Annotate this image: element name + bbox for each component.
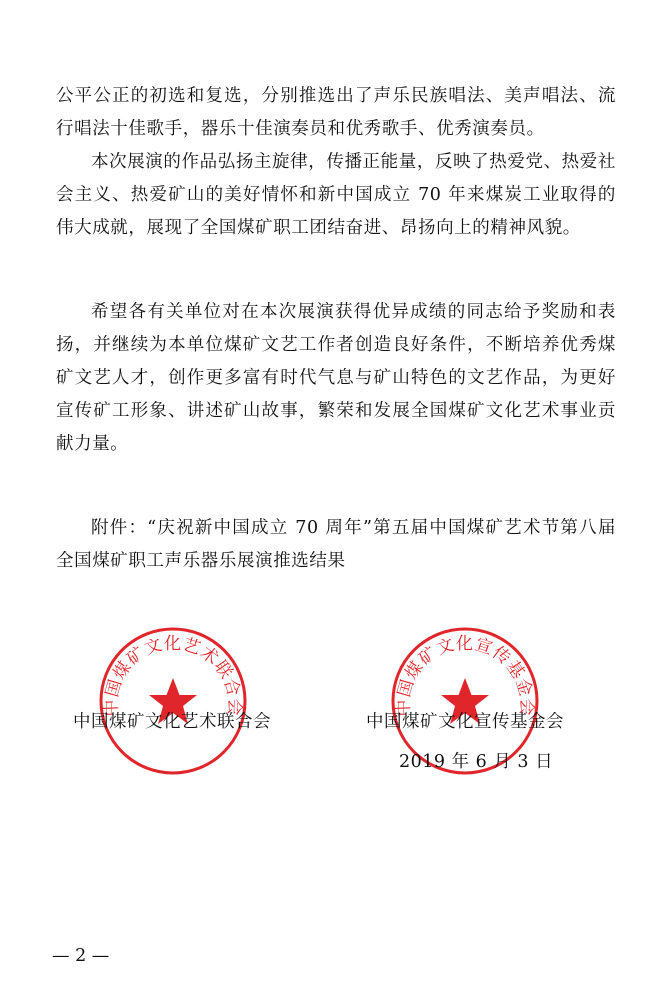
seal-2-text: 中国煤矿文化宣传基金会	[393, 633, 537, 717]
paragraph-3: 希望各有关单位对在本次展演获得优异成绩的同志给予奖励和表扬，并继续为本单位煤矿文艺工作者创造良好条件，不断培养优秀煤矿文艺人才，创作更多富有时代气息与矿山特色的文艺作品，为更好宣传矿工形象、讲述矿山故事，繁荣和发展全国煤矿文化艺术事业贡献力量。	[56, 302, 616, 454]
paragraph-1: 公平公正的初选和复选，分别推选出了声乐民族唱法、美声唱法、流行唱法十佳歌手，器乐十佳演奏员和优秀歌手、优秀演奏员。	[56, 86, 616, 139]
attachment-note: 附件：“庆祝新中国成立 70 周年”第五届中国煤矿艺术节第八届全国煤矿职工声乐器乐展演推选结果	[56, 518, 616, 571]
page-number: — 2 —	[52, 946, 110, 966]
official-seal-1	[98, 626, 248, 776]
paragraph-2: 本次展演的作品弘扬主旋律，传播正能量，反映了热爱党、热爱社会主义、热爱矿山的美好情怀和新中国成立 70 年来煤炭工业取得的伟大成就，展现了全国煤矿职工团结奋进、昂扬向上的精神风貌。	[56, 152, 616, 238]
seal-1-text: 中国煤矿文化艺术联合会	[101, 633, 245, 717]
signature-org-1: 中国煤矿文化艺术联合会	[73, 712, 271, 732]
issue-date: 2019 年 6 月 3 日	[399, 752, 554, 772]
signature-org-2: 中国煤矿文化宣传基金会	[366, 712, 564, 732]
